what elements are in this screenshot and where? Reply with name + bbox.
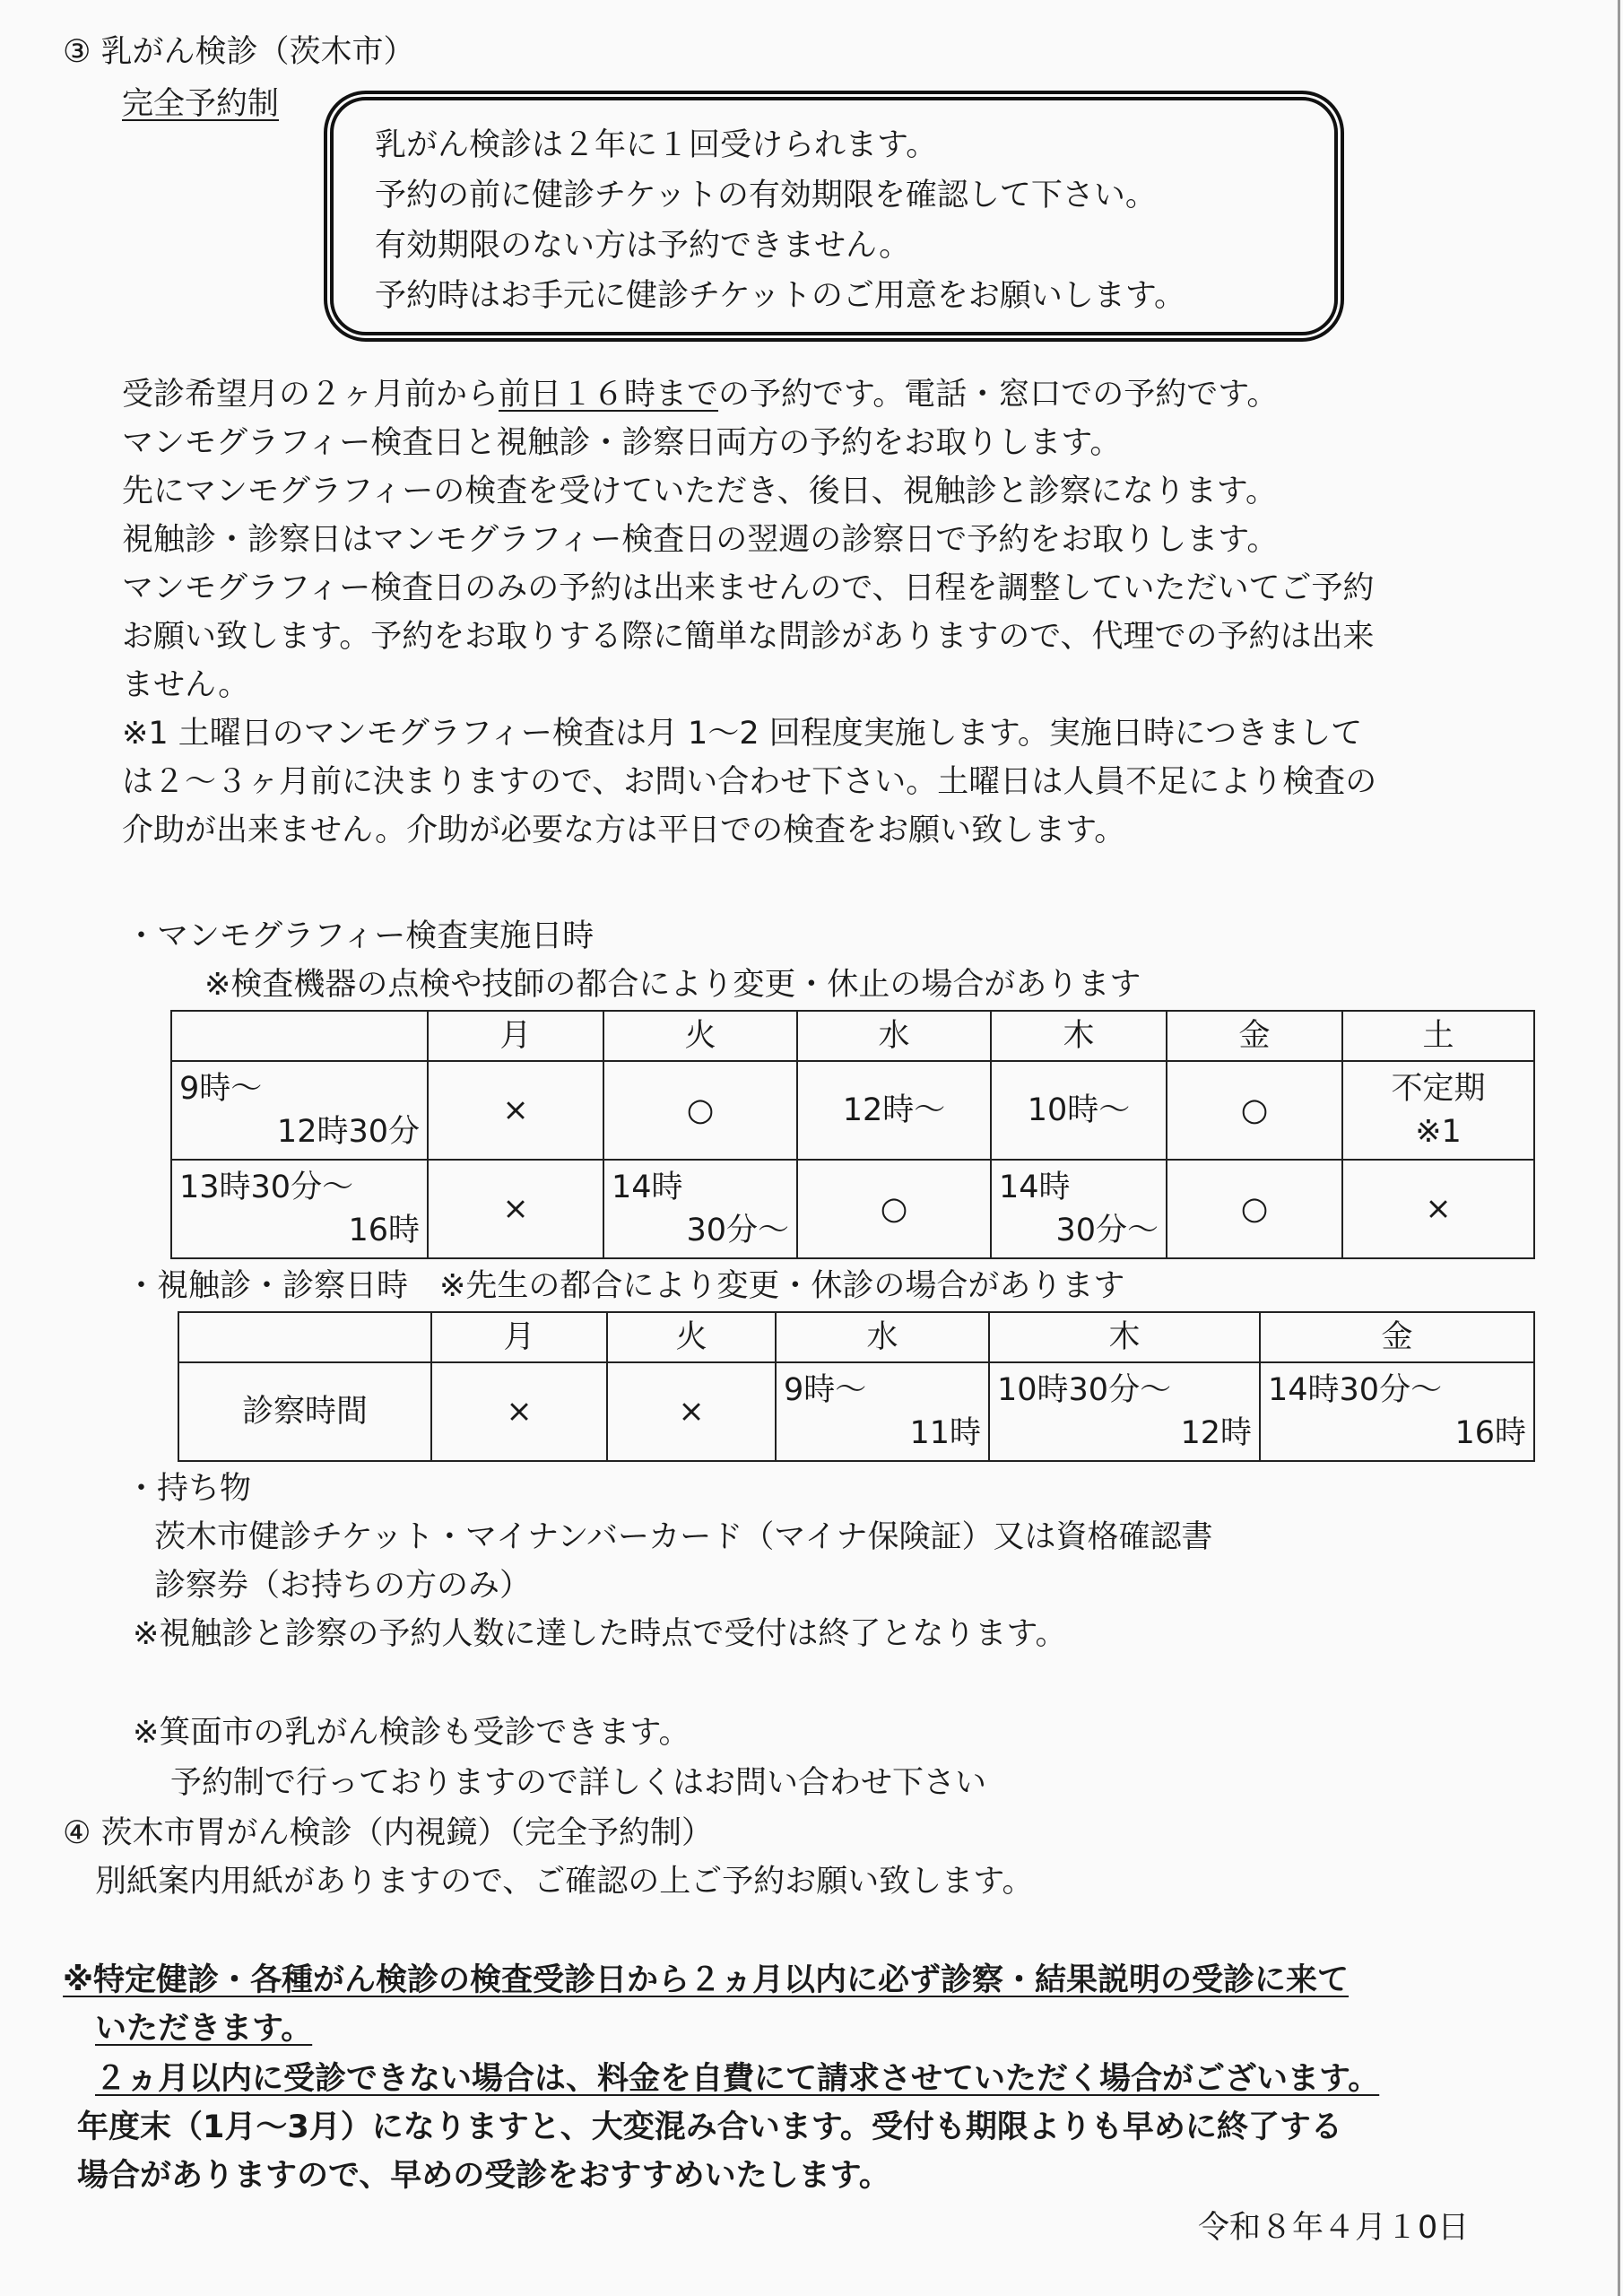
paragraph-line: ※1 土曜日のマンモグラフィー検査は月 1～2 回程度実施します。実施日時につきまして xyxy=(122,716,1363,752)
day-header: 火 xyxy=(603,1011,797,1061)
section3-subtitle: 完全予約制 xyxy=(122,86,280,122)
section3-title: ③ 乳がん検診（茨木市） xyxy=(63,34,415,70)
box-line: 予約の前に健診チケットの有効期限を確認して下さい。 xyxy=(375,178,1157,213)
paragraph-line: 視触診・診察日はマンモグラフィー検査日の翌週の診察日で予約をお取りします。 xyxy=(122,522,1279,558)
time-end: 16時 xyxy=(348,1213,420,1248)
box-line: 有効期限のない方は予約できません。 xyxy=(375,228,911,264)
day-header: 木 xyxy=(989,1312,1260,1362)
day-header: 金 xyxy=(1167,1011,1342,1061)
row-label: 診察時間 xyxy=(178,1362,431,1461)
table-row xyxy=(171,1160,1534,1258)
items-line: 診察券（お持ちの方のみ） xyxy=(154,1568,532,1604)
para1-a: 受診希望月の２ヶ月前から xyxy=(122,377,499,413)
day-header: 月 xyxy=(428,1011,603,1061)
paragraph-line: マンモグラフィー検査日のみの予約は出来ませんので、日程を調整していただいてご予約 xyxy=(122,570,1375,606)
tue-time-a: 14時 xyxy=(612,1170,683,1205)
thu-time-a: 14時 xyxy=(999,1170,1071,1205)
thu-start: 10時30分～ xyxy=(997,1372,1172,1408)
sat-irregular: 不定期 xyxy=(1391,1071,1486,1107)
table-cell xyxy=(989,1362,1260,1461)
table-header-row xyxy=(171,1011,1534,1061)
paragraph-line: マンモグラフィー検査日と視触診・診察日両方の予約をお取りします。 xyxy=(122,425,1122,461)
mammo-note: ※検査機器の点検や技師の都合により変更・休止の場合があります xyxy=(204,967,1141,1003)
wed-start: 9時～ xyxy=(784,1372,867,1408)
section4-line: 別紙案内用紙がありますので、ご確認の上ご予約お願い致します。 xyxy=(95,1864,1034,1900)
day-header: 水 xyxy=(776,1312,989,1362)
table-cell xyxy=(1342,1061,1534,1160)
notice-line: いただきます。 xyxy=(95,2011,313,2047)
para1-deadline: 前日１６時まで xyxy=(499,377,719,413)
paragraph-line: お願い致します。予約をお取りする際に簡単な問診がありますので、代理での予約は出来 xyxy=(122,619,1375,655)
day-header: 土 xyxy=(1342,1011,1534,1061)
minoh-line: 予約制で行っておりますので詳しくはお問い合わせ下さい xyxy=(170,1765,987,1801)
table-cell: ○ xyxy=(797,1160,991,1258)
exam-table xyxy=(178,1311,1535,1462)
table-cell: × xyxy=(607,1362,776,1461)
table-cell xyxy=(1260,1362,1534,1461)
notice-line: ２ヵ月以内に受診できない場合は、料金を自費にて請求させていただく場合がございます。 xyxy=(95,2061,1380,2097)
table-cell: × xyxy=(1342,1160,1534,1258)
day-header: 木 xyxy=(991,1011,1167,1061)
issue-date: 令和８年４月１0日 xyxy=(1198,2210,1470,2246)
table-cell: ○ xyxy=(1167,1061,1342,1160)
items-heading: ・持ち物 xyxy=(126,1471,252,1507)
notice-line: 場合がありますので、早めの受診をおすすめいたします。 xyxy=(77,2158,890,2194)
wed-end: 11時 xyxy=(909,1415,981,1451)
mammo-table xyxy=(170,1010,1535,1259)
time-cell xyxy=(171,1061,428,1160)
day-header: 火 xyxy=(607,1312,776,1362)
table-row xyxy=(178,1362,1534,1461)
notice-line: 年度末（1月～3月）になりますと、大変混み合います。受付も期限よりも早めに終了する xyxy=(77,2109,1342,2145)
paragraph-line: は２～３ヶ月前に決まりますので、お問い合わせ下さい。土曜日は人員不足により検査の xyxy=(122,764,1377,800)
time-start: 13時30分～ xyxy=(179,1170,354,1205)
table-cell: × xyxy=(431,1362,607,1461)
day-header: 金 xyxy=(1260,1312,1534,1362)
thu-time-b: 30分～ xyxy=(1055,1213,1159,1248)
table-cell: ○ xyxy=(1167,1160,1342,1258)
box-line: 予約時はお手元に健診チケットのご用意をお願いします。 xyxy=(375,278,1186,314)
para1-c: の予約です。電話・窓口での予約です。 xyxy=(718,377,1279,413)
paragraph-line xyxy=(122,377,1278,413)
table-cell: 12時～ xyxy=(797,1061,991,1160)
table-cell xyxy=(603,1160,797,1258)
items-line: 茨木市健診チケット・マイナンバーカード（マイナ保険証）又は資格確認書 xyxy=(154,1519,1213,1555)
table-cell xyxy=(991,1160,1167,1258)
items-note: ※視触診と診察の予約人数に達した時点で受付は終了となります。 xyxy=(133,1616,1067,1652)
thu-end: 12時 xyxy=(1180,1415,1252,1451)
time-cell xyxy=(171,1160,428,1258)
notice-line: ※特定健診・各種がん検診の検査受診日から２ヵ月以内に必ず診察・結果説明の受診に来て xyxy=(63,1962,1350,1998)
sat-note: ※1 xyxy=(1415,1114,1462,1150)
paragraph-line: ません。 xyxy=(122,667,250,703)
mammo-heading: ・マンモグラフィー検査実施日時 xyxy=(126,918,595,954)
notice-box xyxy=(330,97,1338,335)
page-edge xyxy=(1618,0,1620,2296)
day-header: 水 xyxy=(797,1011,991,1061)
box-line: 乳がん検診は２年に１回受けられます。 xyxy=(375,127,938,163)
corner-cell xyxy=(178,1312,431,1362)
tue-time-b: 30分～ xyxy=(686,1213,789,1248)
table-cell: 10時～ xyxy=(991,1061,1167,1160)
table-cell: ○ xyxy=(603,1061,797,1160)
fri-start: 14時30分～ xyxy=(1268,1372,1443,1408)
corner-cell xyxy=(171,1011,428,1061)
table-cell: × xyxy=(428,1061,603,1160)
minoh-line: ※箕面市の乳がん検診も受診できます。 xyxy=(133,1715,690,1751)
time-start: 9時～ xyxy=(179,1071,263,1107)
table-cell: × xyxy=(428,1160,603,1258)
paragraph-line: 先にマンモグラフィーの検査を受けていただき、後日、視触診と診察になります。 xyxy=(122,474,1278,509)
exam-heading: ・視触診・診察日時 ※先生の都合により変更・休診の場合があります xyxy=(126,1268,1125,1304)
table-cell xyxy=(776,1362,989,1461)
fri-end: 16時 xyxy=(1454,1415,1526,1451)
paragraph-line: 介助が出来ません。介助が必要な方は平日での検査をお願い致します。 xyxy=(122,813,1126,848)
day-header: 月 xyxy=(431,1312,607,1362)
section4-title: ④ 茨木市胃がん検診（内視鏡）（完全予約制） xyxy=(63,1815,714,1851)
time-end: 12時30分 xyxy=(276,1114,420,1150)
table-header-row xyxy=(178,1312,1534,1362)
table-row xyxy=(171,1061,1534,1160)
